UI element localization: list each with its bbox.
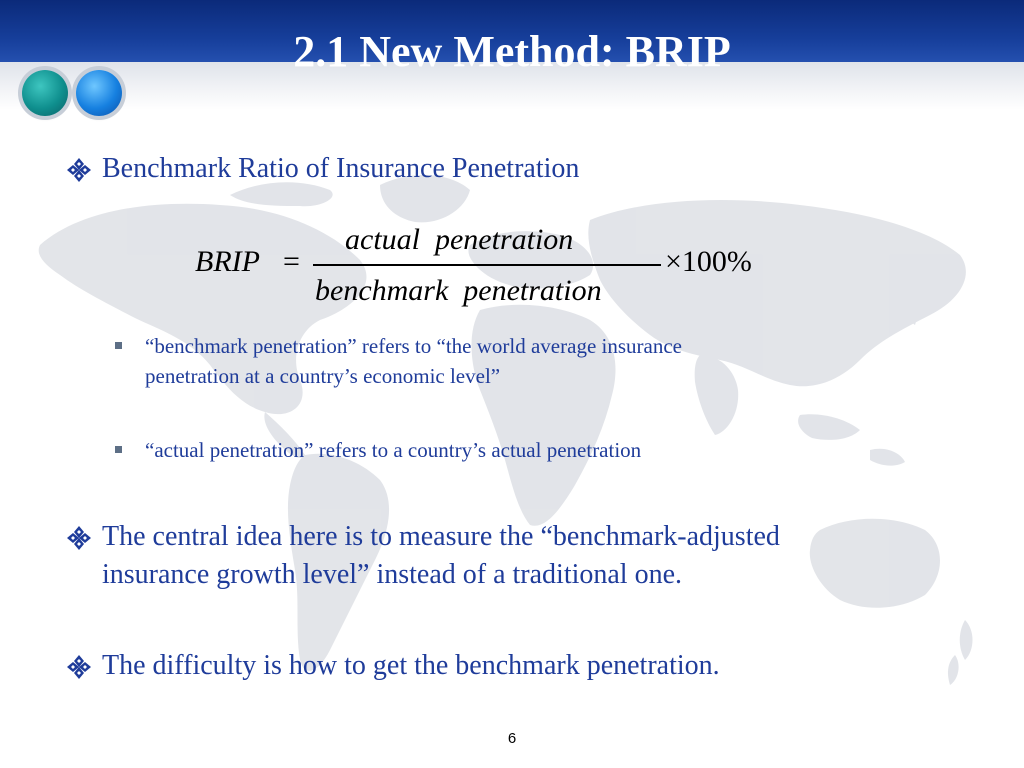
teal-orb-icon (22, 70, 68, 116)
blue-orb-icon (76, 70, 122, 116)
sub-bullet-text: “actual penetration” refers to a country’s actual penetration (145, 438, 642, 462)
bullet-text (102, 518, 780, 594)
bullet-text: Benchmark Ratio of Insurance Penetration (102, 153, 580, 184)
fraction-bar (313, 264, 661, 266)
four-diamond-bullet-icon (64, 523, 94, 553)
formula-equals: = (283, 245, 300, 278)
formula-denominator: benchmark penetration (315, 274, 602, 307)
four-diamond-bullet-icon (64, 652, 94, 682)
four-diamond-bullet-icon (64, 155, 94, 185)
sub-bullet-line: penetration at a country’s economic level” (145, 364, 501, 388)
sub-bullet-line: “benchmark penetration” refers to “the world average insurance (145, 334, 682, 358)
formula-lhs: BRIP (195, 245, 260, 278)
bullet-text: The difficulty is how to get the benchmark penetration. (102, 650, 720, 681)
bullet-line: insurance growth level” instead of a traditional one. (102, 559, 683, 590)
square-bullet-icon (115, 342, 122, 349)
brip-formula (195, 222, 795, 312)
sub-bullet-text (145, 331, 682, 391)
formula-multiplier: ×100% (665, 245, 752, 278)
bullet-line: The central idea here is to measure the “benchmark-adjusted (102, 521, 780, 552)
slide-title: 2.1 New Method: BRIP (293, 27, 731, 76)
square-bullet-icon (115, 446, 122, 453)
formula-numerator: actual penetration (345, 223, 574, 256)
page-number: 6 (507, 730, 517, 747)
